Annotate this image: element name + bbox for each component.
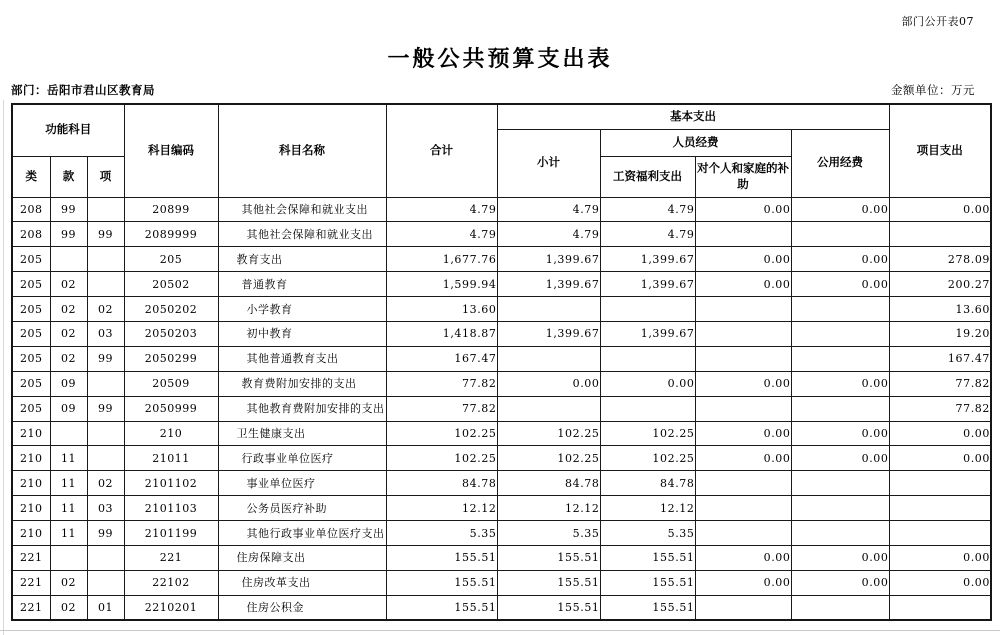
subject-name-cell: 初中教育 bbox=[218, 321, 386, 346]
total-amount-cell: 77.82 bbox=[386, 371, 497, 396]
project-expenditure-amount-cell: 77.82 bbox=[889, 396, 991, 421]
header-item: 项 bbox=[87, 156, 124, 197]
public-funds-amount-cell: 0.00 bbox=[791, 446, 889, 471]
subject-code-cell: 21011 bbox=[124, 446, 218, 471]
table-row bbox=[12, 222, 991, 247]
table-row bbox=[12, 421, 991, 446]
public-funds-amount-cell bbox=[791, 396, 889, 421]
total-amount-cell: 13.60 bbox=[386, 297, 497, 322]
section-code-cell: 02 bbox=[50, 595, 87, 620]
basic-subtotal-cell: 0.00 bbox=[497, 371, 600, 396]
subject-code-cell: 2050202 bbox=[124, 297, 218, 322]
basic-subtotal-cell: 4.79 bbox=[497, 197, 600, 222]
subject-name-cell: 住房改革支出 bbox=[218, 570, 386, 595]
total-amount-cell: 155.51 bbox=[386, 595, 497, 620]
basic-subtotal-cell bbox=[497, 346, 600, 371]
item-code-cell: 02 bbox=[87, 297, 124, 322]
section-code-cell bbox=[50, 421, 87, 446]
subject-name-cell: 公务员医疗补助 bbox=[218, 496, 386, 521]
table-row bbox=[12, 446, 991, 471]
wage-welfare-amount-cell: 155.51 bbox=[600, 570, 695, 595]
header-functional-subject: 功能科目 bbox=[12, 104, 124, 156]
individual-family-subsidy-amount-cell bbox=[695, 222, 791, 247]
meta-row bbox=[11, 82, 975, 98]
item-code-cell: 99 bbox=[87, 346, 124, 371]
section-code-cell: 02 bbox=[50, 297, 87, 322]
class-code-cell: 210 bbox=[12, 521, 50, 546]
basic-subtotal-cell: 102.25 bbox=[497, 446, 600, 471]
item-code-cell bbox=[87, 545, 124, 570]
subject-name-cell: 卫生健康支出 bbox=[218, 421, 386, 446]
section-code-cell: 11 bbox=[50, 496, 87, 521]
project-expenditure-amount-cell: 0.00 bbox=[889, 545, 991, 570]
wage-welfare-amount-cell bbox=[600, 396, 695, 421]
basic-subtotal-cell: 1,399.67 bbox=[497, 272, 600, 297]
individual-family-subsidy-amount-cell bbox=[695, 346, 791, 371]
total-amount-cell: 1,599.94 bbox=[386, 272, 497, 297]
section-code-cell bbox=[50, 247, 87, 272]
item-code-cell bbox=[87, 272, 124, 297]
wage-welfare-amount-cell: 0.00 bbox=[600, 371, 695, 396]
item-code-cell bbox=[87, 446, 124, 471]
wage-welfare-amount-cell: 102.25 bbox=[600, 446, 695, 471]
wage-welfare-amount-cell: 5.35 bbox=[600, 521, 695, 546]
header-wage-welfare: 工资福利支出 bbox=[600, 156, 695, 197]
table-row bbox=[12, 595, 991, 620]
individual-family-subsidy-amount-cell: 0.00 bbox=[695, 272, 791, 297]
item-code-cell bbox=[87, 371, 124, 396]
section-code-cell: 02 bbox=[50, 272, 87, 297]
table-row bbox=[12, 272, 991, 297]
section-code-cell: 11 bbox=[50, 471, 87, 496]
individual-family-subsidy-amount-cell: 0.00 bbox=[695, 197, 791, 222]
subject-name-cell: 事业单位医疗 bbox=[218, 471, 386, 496]
subject-name-cell: 普通教育 bbox=[218, 272, 386, 297]
total-amount-cell: 102.25 bbox=[386, 446, 497, 471]
subject-code-cell: 210 bbox=[124, 421, 218, 446]
basic-subtotal-cell: 84.78 bbox=[497, 471, 600, 496]
table-row bbox=[12, 496, 991, 521]
item-code-cell: 03 bbox=[87, 496, 124, 521]
subject-code-cell: 2089999 bbox=[124, 222, 218, 247]
subject-code-cell: 20509 bbox=[124, 371, 218, 396]
subject-name-cell: 其他普通教育支出 bbox=[218, 346, 386, 371]
total-amount-cell: 4.79 bbox=[386, 197, 497, 222]
subject-name-cell: 教育支出 bbox=[218, 247, 386, 272]
basic-subtotal-cell: 12.12 bbox=[497, 496, 600, 521]
subject-name-cell: 其他行政事业单位医疗支出 bbox=[218, 521, 386, 546]
header-class: 类 bbox=[12, 156, 50, 197]
item-code-cell: 99 bbox=[87, 396, 124, 421]
total-amount-cell: 4.79 bbox=[386, 222, 497, 247]
item-code-cell: 99 bbox=[87, 521, 124, 546]
total-amount-cell: 102.25 bbox=[386, 421, 497, 446]
table-body bbox=[12, 197, 991, 620]
subject-code-cell: 221 bbox=[124, 545, 218, 570]
table-row bbox=[12, 570, 991, 595]
individual-family-subsidy-amount-cell bbox=[695, 321, 791, 346]
wage-welfare-amount-cell: 1,399.67 bbox=[600, 272, 695, 297]
public-funds-amount-cell: 0.00 bbox=[791, 570, 889, 595]
wage-welfare-amount-cell: 4.79 bbox=[600, 197, 695, 222]
individual-family-subsidy-amount-cell: 0.00 bbox=[695, 446, 791, 471]
table-row bbox=[12, 321, 991, 346]
header-personnel-funds: 人员经费 bbox=[600, 129, 791, 156]
subject-name-cell: 教育费附加安排的支出 bbox=[218, 371, 386, 396]
public-funds-amount-cell: 0.00 bbox=[791, 272, 889, 297]
class-code-cell: 205 bbox=[12, 272, 50, 297]
public-funds-amount-cell: 0.00 bbox=[791, 421, 889, 446]
header-subject-code: 科目编码 bbox=[124, 104, 218, 197]
basic-subtotal-cell: 1,399.67 bbox=[497, 247, 600, 272]
class-code-cell: 210 bbox=[12, 421, 50, 446]
class-code-cell: 210 bbox=[12, 446, 50, 471]
class-code-cell: 210 bbox=[12, 496, 50, 521]
basic-subtotal-cell: 155.51 bbox=[497, 570, 600, 595]
section-code-cell: 11 bbox=[50, 521, 87, 546]
wage-welfare-amount-cell: 155.51 bbox=[600, 595, 695, 620]
project-expenditure-amount-cell: 13.60 bbox=[889, 297, 991, 322]
wage-welfare-amount-cell: 84.78 bbox=[600, 471, 695, 496]
total-amount-cell: 155.51 bbox=[386, 570, 497, 595]
item-code-cell bbox=[87, 247, 124, 272]
total-amount-cell: 155.51 bbox=[386, 545, 497, 570]
subject-code-cell: 20502 bbox=[124, 272, 218, 297]
subject-name-cell: 其他社会保障和就业支出 bbox=[218, 197, 386, 222]
class-code-cell: 208 bbox=[12, 197, 50, 222]
section-code-cell: 99 bbox=[50, 197, 87, 222]
public-funds-amount-cell bbox=[791, 297, 889, 322]
public-funds-amount-cell: 0.00 bbox=[791, 247, 889, 272]
subject-code-cell: 205 bbox=[124, 247, 218, 272]
individual-family-subsidy-amount-cell bbox=[695, 521, 791, 546]
project-expenditure-amount-cell: 0.00 bbox=[889, 197, 991, 222]
subject-code-cell: 2050999 bbox=[124, 396, 218, 421]
public-funds-amount-cell: 0.00 bbox=[791, 371, 889, 396]
subject-code-cell: 2050299 bbox=[124, 346, 218, 371]
project-expenditure-amount-cell: 167.47 bbox=[889, 346, 991, 371]
class-code-cell: 210 bbox=[12, 471, 50, 496]
total-amount-cell: 12.12 bbox=[386, 496, 497, 521]
basic-subtotal-cell: 102.25 bbox=[497, 421, 600, 446]
form-number-label: 部门公开表07 bbox=[901, 15, 974, 28]
subject-code-cell: 22102 bbox=[124, 570, 218, 595]
subject-name-cell: 住房公积金 bbox=[218, 595, 386, 620]
section-code-cell: 11 bbox=[50, 446, 87, 471]
project-expenditure-amount-cell: 200.27 bbox=[889, 272, 991, 297]
header-subtotal: 小计 bbox=[497, 129, 600, 197]
public-funds-amount-cell bbox=[791, 346, 889, 371]
project-expenditure-amount-cell bbox=[889, 521, 991, 546]
section-code-cell bbox=[50, 545, 87, 570]
header-project-expenditure: 项目支出 bbox=[889, 104, 991, 197]
header-individual-family-subsidy: 对个人和家庭的补助 bbox=[695, 156, 791, 197]
project-expenditure-amount-cell: 77.82 bbox=[889, 371, 991, 396]
individual-family-subsidy-amount-cell bbox=[695, 471, 791, 496]
item-code-cell bbox=[87, 197, 124, 222]
project-expenditure-amount-cell bbox=[889, 595, 991, 620]
subject-code-cell: 2050203 bbox=[124, 321, 218, 346]
project-expenditure-amount-cell: 0.00 bbox=[889, 421, 991, 446]
item-code-cell: 99 bbox=[87, 222, 124, 247]
subject-code-cell: 20899 bbox=[124, 197, 218, 222]
page-title: 一般公共预算支出表 bbox=[387, 46, 613, 72]
public-funds-amount-cell bbox=[791, 222, 889, 247]
public-funds-amount-cell bbox=[791, 321, 889, 346]
class-code-cell: 205 bbox=[12, 247, 50, 272]
header-basic-expenditure: 基本支出 bbox=[497, 104, 889, 129]
class-code-cell: 205 bbox=[12, 321, 50, 346]
total-amount-cell: 1,677.76 bbox=[386, 247, 497, 272]
class-code-cell: 221 bbox=[12, 595, 50, 620]
class-code-cell: 205 bbox=[12, 371, 50, 396]
header-section: 款 bbox=[50, 156, 87, 197]
individual-family-subsidy-amount-cell bbox=[695, 595, 791, 620]
public-funds-amount-cell: 0.00 bbox=[791, 197, 889, 222]
class-code-cell: 205 bbox=[12, 346, 50, 371]
basic-subtotal-cell: 4.79 bbox=[497, 222, 600, 247]
header-public-funds: 公用经费 bbox=[791, 129, 889, 197]
wage-welfare-amount-cell bbox=[600, 346, 695, 371]
total-amount-cell: 84.78 bbox=[386, 471, 497, 496]
project-expenditure-amount-cell bbox=[889, 496, 991, 521]
basic-subtotal-cell: 1,399.67 bbox=[497, 321, 600, 346]
basic-subtotal-cell bbox=[497, 297, 600, 322]
item-code-cell: 02 bbox=[87, 471, 124, 496]
page-bottom-edge bbox=[0, 630, 1000, 631]
project-expenditure-amount-cell bbox=[889, 222, 991, 247]
table-row bbox=[12, 297, 991, 322]
basic-subtotal-cell: 5.35 bbox=[497, 521, 600, 546]
total-amount-cell: 77.82 bbox=[386, 396, 497, 421]
table-row bbox=[12, 521, 991, 546]
project-expenditure-amount-cell: 0.00 bbox=[889, 570, 991, 595]
individual-family-subsidy-amount-cell: 0.00 bbox=[695, 421, 791, 446]
wage-welfare-amount-cell: 12.12 bbox=[600, 496, 695, 521]
total-amount-cell: 1,418.87 bbox=[386, 321, 497, 346]
subject-name-cell: 其他社会保障和就业支出 bbox=[218, 222, 386, 247]
item-code-cell bbox=[87, 570, 124, 595]
basic-subtotal-cell: 155.51 bbox=[497, 595, 600, 620]
section-code-cell: 02 bbox=[50, 321, 87, 346]
individual-family-subsidy-amount-cell: 0.00 bbox=[695, 545, 791, 570]
subject-code-cell: 2210201 bbox=[124, 595, 218, 620]
subject-code-cell: 2101103 bbox=[124, 496, 218, 521]
public-funds-amount-cell: 0.00 bbox=[791, 545, 889, 570]
project-expenditure-amount-cell bbox=[889, 471, 991, 496]
section-code-cell: 09 bbox=[50, 396, 87, 421]
table-row bbox=[12, 371, 991, 396]
page-left-edge bbox=[3, 100, 4, 635]
wage-welfare-amount-cell: 155.51 bbox=[600, 545, 695, 570]
individual-family-subsidy-amount-cell bbox=[695, 396, 791, 421]
subject-code-cell: 2101102 bbox=[124, 471, 218, 496]
wage-welfare-amount-cell: 1,399.67 bbox=[600, 321, 695, 346]
public-funds-amount-cell bbox=[791, 521, 889, 546]
individual-family-subsidy-amount-cell: 0.00 bbox=[695, 247, 791, 272]
class-code-cell: 208 bbox=[12, 222, 50, 247]
section-code-cell: 02 bbox=[50, 570, 87, 595]
project-expenditure-amount-cell: 278.09 bbox=[889, 247, 991, 272]
total-amount-cell: 5.35 bbox=[386, 521, 497, 546]
department-label: 部门：岳阳市君山区教育局 bbox=[11, 83, 155, 97]
budget-expenditure-table bbox=[11, 103, 992, 621]
section-code-cell: 99 bbox=[50, 222, 87, 247]
individual-family-subsidy-amount-cell bbox=[695, 297, 791, 322]
public-funds-amount-cell bbox=[791, 471, 889, 496]
table-header bbox=[12, 104, 991, 197]
class-code-cell: 205 bbox=[12, 396, 50, 421]
public-funds-amount-cell bbox=[791, 496, 889, 521]
table-row bbox=[12, 197, 991, 222]
section-code-cell: 09 bbox=[50, 371, 87, 396]
total-amount-cell: 167.47 bbox=[386, 346, 497, 371]
basic-subtotal-cell bbox=[497, 396, 600, 421]
project-expenditure-amount-cell: 0.00 bbox=[889, 446, 991, 471]
table-row bbox=[12, 346, 991, 371]
subject-name-cell: 小学教育 bbox=[218, 297, 386, 322]
amount-unit-label: 金额单位：万元 bbox=[891, 83, 975, 97]
section-code-cell: 02 bbox=[50, 346, 87, 371]
table-row bbox=[12, 471, 991, 496]
class-code-cell: 221 bbox=[12, 570, 50, 595]
table-row bbox=[12, 247, 991, 272]
header-total: 合计 bbox=[386, 104, 497, 197]
class-code-cell: 221 bbox=[12, 545, 50, 570]
project-expenditure-amount-cell: 19.20 bbox=[889, 321, 991, 346]
item-code-cell: 03 bbox=[87, 321, 124, 346]
basic-subtotal-cell: 155.51 bbox=[497, 545, 600, 570]
wage-welfare-amount-cell: 4.79 bbox=[600, 222, 695, 247]
item-code-cell bbox=[87, 421, 124, 446]
wage-welfare-amount-cell bbox=[600, 297, 695, 322]
header-subject-name: 科目名称 bbox=[218, 104, 386, 197]
class-code-cell: 205 bbox=[12, 297, 50, 322]
individual-family-subsidy-amount-cell bbox=[695, 496, 791, 521]
subject-name-cell: 住房保障支出 bbox=[218, 545, 386, 570]
wage-welfare-amount-cell: 1,399.67 bbox=[600, 247, 695, 272]
subject-name-cell: 其他教育费附加安排的支出 bbox=[218, 396, 386, 421]
table-row bbox=[12, 396, 991, 421]
individual-family-subsidy-amount-cell: 0.00 bbox=[695, 371, 791, 396]
subject-code-cell: 2101199 bbox=[124, 521, 218, 546]
public-funds-amount-cell bbox=[791, 595, 889, 620]
item-code-cell: 01 bbox=[87, 595, 124, 620]
table-row bbox=[12, 545, 991, 570]
wage-welfare-amount-cell: 102.25 bbox=[600, 421, 695, 446]
individual-family-subsidy-amount-cell: 0.00 bbox=[695, 570, 791, 595]
subject-name-cell: 行政事业单位医疗 bbox=[218, 446, 386, 471]
